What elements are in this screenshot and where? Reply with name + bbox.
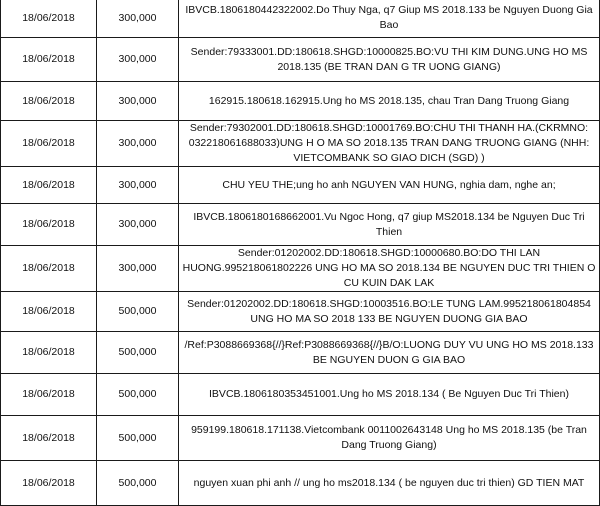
table-row: [1, 332, 600, 374]
date-cell: 18/06/2018: [1, 167, 97, 204]
table-row: [1, 121, 600, 167]
date-cell: 18/06/2018: [1, 461, 97, 506]
amount-cell: 300,000: [97, 121, 179, 167]
date-cell: 18/06/2018: [1, 374, 97, 416]
table-row: [1, 416, 600, 461]
amount-cell: 300,000: [97, 38, 179, 82]
date-cell: 18/06/2018: [1, 332, 97, 374]
table-row: [1, 374, 600, 416]
amount-cell: 300,000: [97, 82, 179, 121]
description-cell: Sender:79302001.DD:180618.SHGD:10001769.BO:CHU THI THANH HA.(CKRMNO: 032218061688033)UNG H O MA SO 2018.135 TRAN DANG TRUONG GIANG (NHH: VIETCOMBANK SO GIAO DICH (SGD) ): [179, 121, 600, 167]
description-cell: CHU YEU THE;ung ho anh NGUYEN VAN HUNG, nghia dam, nghe an;: [179, 167, 600, 204]
amount-cell: 500,000: [97, 416, 179, 461]
description-cell: nguyen xuan phi anh // ung ho ms2018.134 ( be nguyen duc tri thien) GD TIEN MAT: [179, 461, 600, 506]
table-row: [1, 167, 600, 204]
amount-cell: 500,000: [97, 332, 179, 374]
date-cell: 18/06/2018: [1, 121, 97, 167]
description-cell: 162915.180618.162915.Ung ho MS 2018.135, chau Tran Dang Truong Giang: [179, 82, 600, 121]
date-cell: 18/06/2018: [1, 38, 97, 82]
description-cell: 959199.180618.171138.Vietcombank 0011002643148 Ung ho MS 2018.135 (be Tran Dang Truong Giang): [179, 416, 600, 461]
date-cell: 18/06/2018: [1, 0, 97, 38]
table-row: [1, 82, 600, 121]
table-row: [1, 292, 600, 332]
description-cell: Sender:01202002.DD:180618.SHGD:10003516.BO:LE TUNG LAM.995218061804854 UNG HO MA SO 2018 133 BE NGUYEN DUONG GIA BAO: [179, 292, 600, 332]
amount-cell: 500,000: [97, 461, 179, 506]
description-cell: Sender:79333001.DD:180618.SHGD:10000825.BO:VU THI KIM DUNG.UNG HO MS 2018.135 (BE TRAN DAN G TR UONG GIANG): [179, 38, 600, 82]
table-row: [1, 461, 600, 506]
date-cell: 18/06/2018: [1, 416, 97, 461]
date-cell: 18/06/2018: [1, 246, 97, 292]
table-row: [1, 0, 600, 38]
table-row: [1, 246, 600, 292]
date-cell: 18/06/2018: [1, 204, 97, 246]
description-cell: IBVCB.1806180353451001.Ung ho MS 2018.134 ( Be Nguyen Duc Tri Thien): [179, 374, 600, 416]
amount-cell: 300,000: [97, 246, 179, 292]
amount-cell: 300,000: [97, 167, 179, 204]
amount-cell: 500,000: [97, 374, 179, 416]
description-cell: /Ref:P3088669368{//}Ref:P3088669368{//}B/O:LUONG DUY VU UNG HO MS 2018.133 BE NGUYEN DUON G GIA BAO: [179, 332, 600, 374]
amount-cell: 300,000: [97, 0, 179, 38]
amount-cell: 300,000: [97, 204, 179, 246]
description-cell: Sender:01202002.DD:180618.SHGD:10000680.BO:DO THI LAN HUONG.995218061802226 UNG HO MA SO 2018.134 BE NGUYEN DUC TRI THIEN O CU KUIN DAK LAK: [179, 246, 600, 292]
table-row: [1, 38, 600, 82]
date-cell: 18/06/2018: [1, 82, 97, 121]
table-row: [1, 204, 600, 246]
amount-cell: 500,000: [97, 292, 179, 332]
date-cell: 18/06/2018: [1, 292, 97, 332]
description-cell: IBVCB.1806180168662001.Vu Ngoc Hong, q7 giup MS2018.134 be Nguyen Duc Tri Thien: [179, 204, 600, 246]
description-cell: IBVCB.1806180442322002.Do Thuy Nga, q7 Giup MS 2018.133 be Nguyen Duong Gia Bao: [179, 0, 600, 38]
